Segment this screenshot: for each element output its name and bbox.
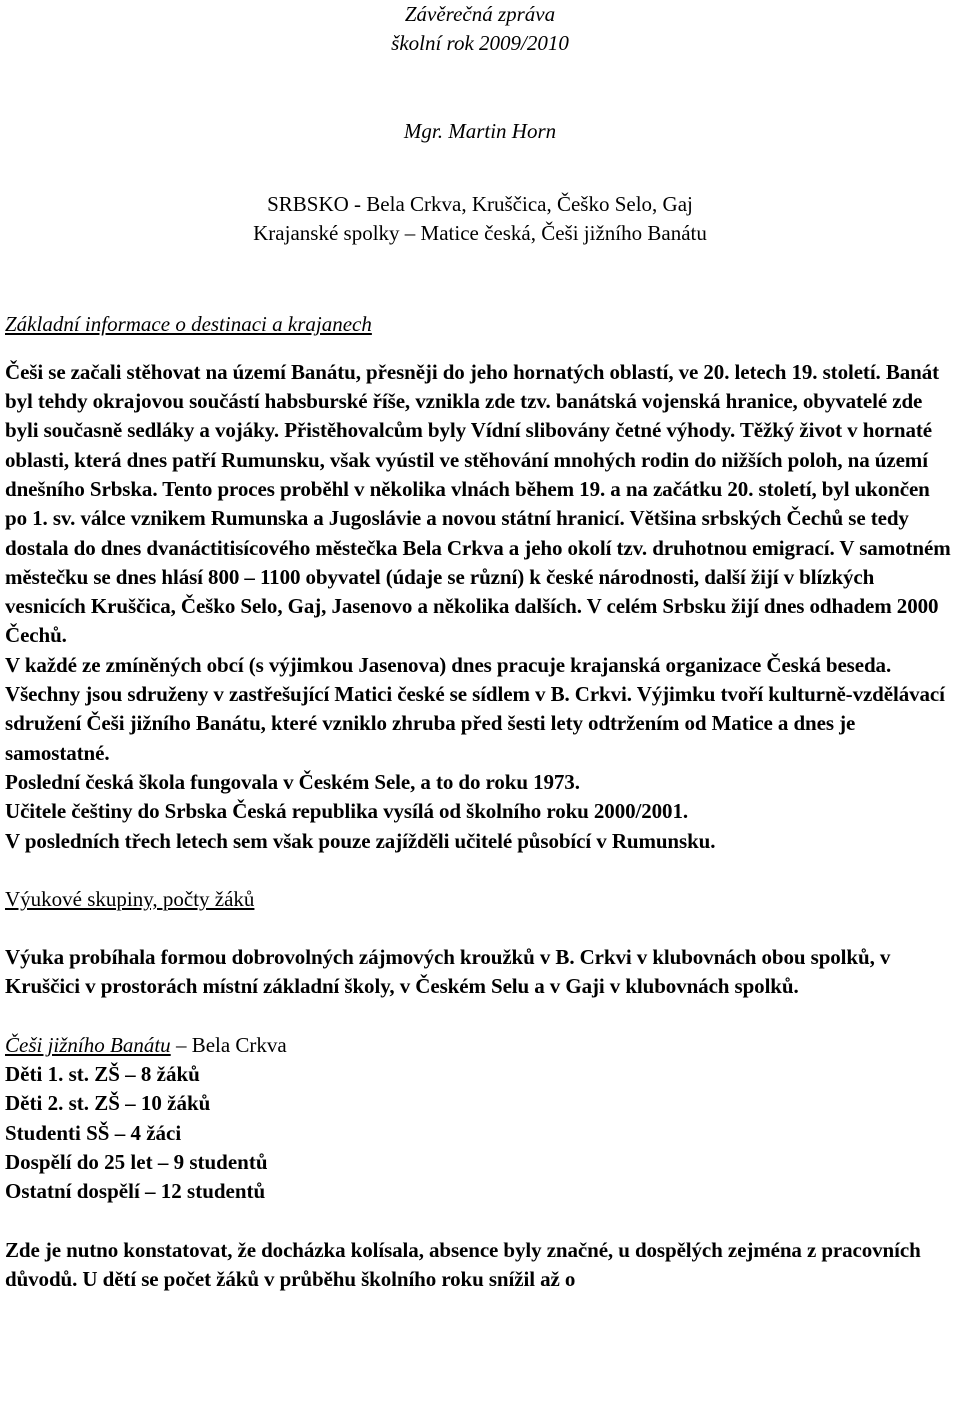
paragraph-history: Češi se začali stěhovat na území Banátu, přesněji do jeho hornatých oblastí, ve 20. letech 19. století. Banát byl tehdy okrajovou součástí habsburské říše, vznikla zde tzv. banátská vojenská hranice, obyvatelé zde byli současně sedláky a vojáky. Přistěhovalcům byly Vídní slibovány četné výhody. Těžký život v hornaté oblasti, která dnes patří Rumunsku, však vyústil ve stěhování mnohých rodin do nižších poloh, na území dnešního Srbska. Tento proces proběhl v několika vlnách během 19. a na začátku 20. století, byl ukončen po 1. sv. válce vznikem Rumunska a Jugoslávie a novou státní hranicí. Většina srbských Čechů se tedy dostala do dnes dvanáctitisícového městečka Bela Crkva a jeho okolí tzv. druhotnou emigrací. V samotném městečku se dnes hlásí 800 – 1100 obyvatel (údaje se různí) k české národnosti, další žijí v blízkých vesnicích Kruščica, Češko Selo, Gaj, Jasenovo a několika dalších. V celém Srbsku žijí dnes odhadem 2000 Čechů. xyxy=(5,359,951,648)
group-org-name: Češi jižního Banátu xyxy=(5,1032,171,1057)
paragraph-last-school: Poslední česká škola fungovala v Českém Sele, a to do roku 1973. xyxy=(5,769,580,794)
paragraph-attendance: Zde je nutno konstatovat, že docházka kolísala, absence byly značné, u dospělých zejména z pracovních důvodů. U dětí se počet žáků v průběhu školního roku snížil až o xyxy=(5,1237,921,1291)
author-name: Mgr. Martin Horn xyxy=(403,118,557,143)
group-row: Ostatní dospělí – 12 studentů xyxy=(5,1179,266,1204)
group-place: – Bela Crkva xyxy=(170,1032,287,1057)
section-heading-groups: Výukové skupiny, počty žáků xyxy=(5,886,255,911)
section-heading-basic-info: Základní informace o destinaci a krajanech xyxy=(5,312,372,337)
paragraph-organizations: V každé ze zmíněných obcí (s výjimkou Jasenova) dnes pracuje krajanská organizace Česká beseda. Všechny jsou sdruženy v zastřešující Matici české se sídlem v B. Crkvi. Výjimku tvoří kulturně-vzdělávací sdružení Češi jižního Banátu, které vzniklo zhruba před šesti lety odtržením od Matice a dnes je samostatné. xyxy=(5,652,945,765)
group-row: Studenti SŠ – 4 žáci xyxy=(5,1120,182,1145)
associations: Krajanské spolky – Matice česká, Češi jižního Banátu xyxy=(253,221,707,246)
report-title: Závěrečná zpráva xyxy=(404,2,556,26)
school-year: školní rok 2009/2010 xyxy=(391,31,569,56)
group-row: Dospělí do 25 let – 9 studentů xyxy=(5,1149,268,1174)
group-row: Děti 2. st. ZŠ – 10 žáků xyxy=(5,1091,211,1116)
group-row: Děti 1. st. ZŠ – 8 žáků xyxy=(5,1062,200,1087)
paragraph-teachers: Učitele češtiny do Srbska Česká republika vysílá od školního roku 2000/2001. xyxy=(5,799,688,824)
paragraph-recent-years: V posledních třech letech sem však pouze zajížděli učitelé působící v Rumunsku. xyxy=(5,828,716,853)
group-heading-bela-crkva xyxy=(5,1031,955,1060)
destination: SRBSKO - Bela Crkva, Kruščica, Češko Selo, Gaj xyxy=(267,191,693,216)
paragraph-teaching-form: Výuka probíhala formou dobrovolných zájmových kroužků v B. Crkvi v klubovnách obou spolků, v Kruščici v prostorách místní základní školy, v Českém Selu a v Gaji v klubovnách spolků. xyxy=(5,945,891,999)
document-page xyxy=(5,0,955,1294)
